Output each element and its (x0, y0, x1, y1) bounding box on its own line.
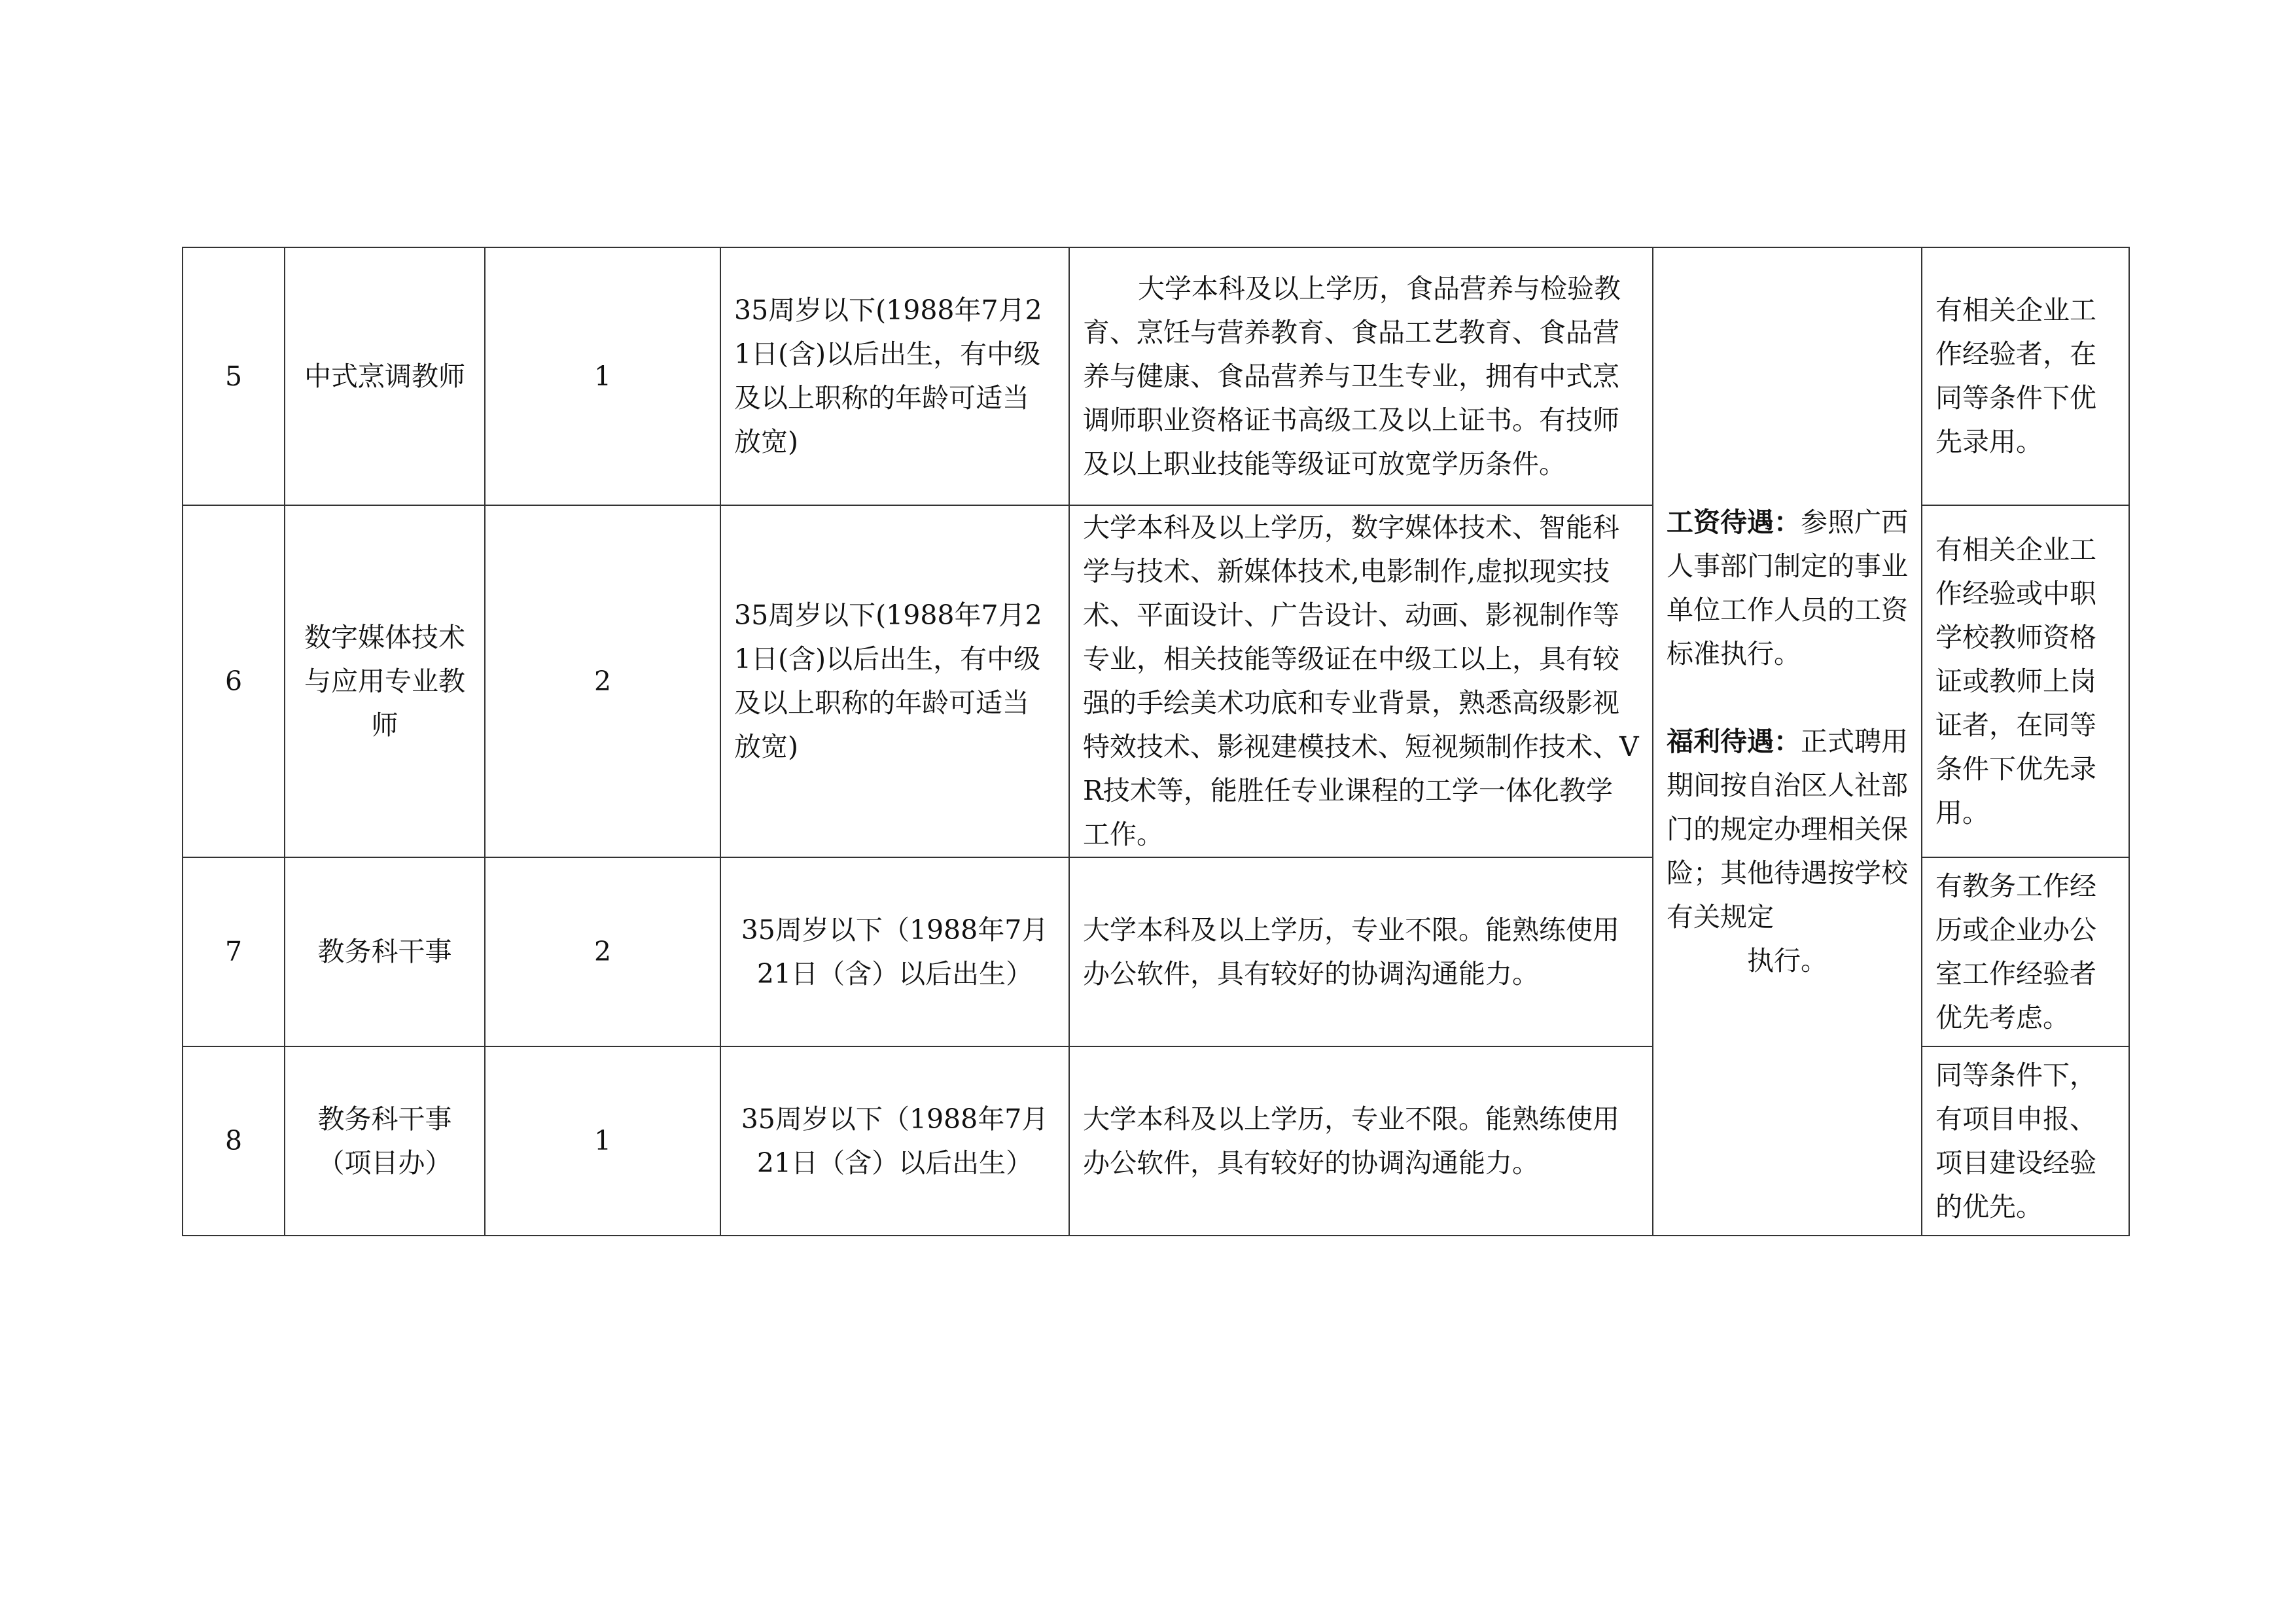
headcount: 2 (485, 505, 720, 857)
age-requirement: 35周岁以下（1988年7月21日（含）以后出生） (720, 1046, 1069, 1236)
notes: 同等条件下，有项目申报、项目建设经验的优先。 (1922, 1046, 2129, 1236)
welfare-label: 福利待遇： (1667, 725, 1801, 757)
position-line: （项目办） (317, 1147, 452, 1179)
salary-label: 工资待遇： (1667, 506, 1801, 538)
welfare-info (1667, 720, 1908, 983)
row-number: 7 (183, 857, 285, 1046)
recruitment-table (182, 247, 2130, 1236)
salary-info (1667, 501, 1908, 676)
headcount: 1 (485, 247, 720, 505)
age-requirement: 35周岁以下（1988年7月21日（含）以后出生） (720, 857, 1069, 1046)
salary-text: 参照广西人事部门制定的事业单位工作人员的工资标准执行。 (1667, 506, 1908, 669)
qualification-requirement: 大学本科及以上学历，专业不限。能熟练使用办公软件，具有较好的协调沟通能力。 (1069, 857, 1653, 1046)
qualification-requirement: 大学本科及以上学历，食品营养与检验教育、烹饪与营养教育、食品工艺教育、食品营养与健康、食品营养与卫生专业，拥有中式烹调师职业资格证书高级工及以上证书。有技师及以上职业技能等级证可放宽学历条件。 (1069, 247, 1653, 505)
headcount: 1 (485, 1046, 720, 1236)
notes: 有相关企业工作经验者，在同等条件下优先录用。 (1922, 247, 2129, 505)
row-number: 8 (183, 1046, 285, 1236)
position-line: 教务科干事 (317, 1103, 452, 1135)
position-name: 中式烹调教师 (285, 247, 485, 505)
row-number: 6 (183, 505, 285, 857)
age-requirement: 35周岁以下(1988年7月21日(含)以后出生，有中级及以上职称的年龄可适当放宽) (720, 247, 1069, 505)
headcount: 2 (485, 857, 720, 1046)
benefits-cell (1653, 247, 1922, 1236)
qualification-requirement: 大学本科及以上学历，专业不限。能熟练使用办公软件，具有较好的协调沟通能力。 (1069, 1046, 1653, 1236)
position-name: 教务科干事 (285, 857, 485, 1046)
notes: 有教务工作经历或企业办公室工作经验者优先考虑。 (1922, 857, 2129, 1046)
welfare-text: 正式聘用期间按自治区人社部门的规定办理相关保险；其他待遇按学校有关规定 (1667, 725, 1908, 933)
age-requirement: 35周岁以下(1988年7月21日(含)以后出生，有中级及以上职称的年龄可适当放宽) (720, 505, 1069, 857)
position-name: 数字媒体技术与应用专业教师 (285, 505, 485, 857)
table-row (183, 247, 2129, 505)
qualification-requirement: 大学本科及以上学历，数字媒体技术、智能科学与技术、新媒体技术,电影制作,虚拟现实技术、平面设计、广告设计、动画、影视制作等专业，相关技能等级证在中级工以上，具有较强的手绘美术功底和专业背景，熟悉高级影视特效技术、影视建模技术、短视频制作技术、VR技术等，能胜任专业课程的工学一体化教学工作。 (1069, 505, 1653, 857)
row-number: 5 (183, 247, 285, 505)
notes: 有相关企业工作经验或中职学校教师资格证或教师上岗证者，在同等条件下优先录用。 (1922, 505, 2129, 857)
position-name (285, 1046, 485, 1236)
welfare-tail: 执行。 (1747, 944, 1828, 976)
